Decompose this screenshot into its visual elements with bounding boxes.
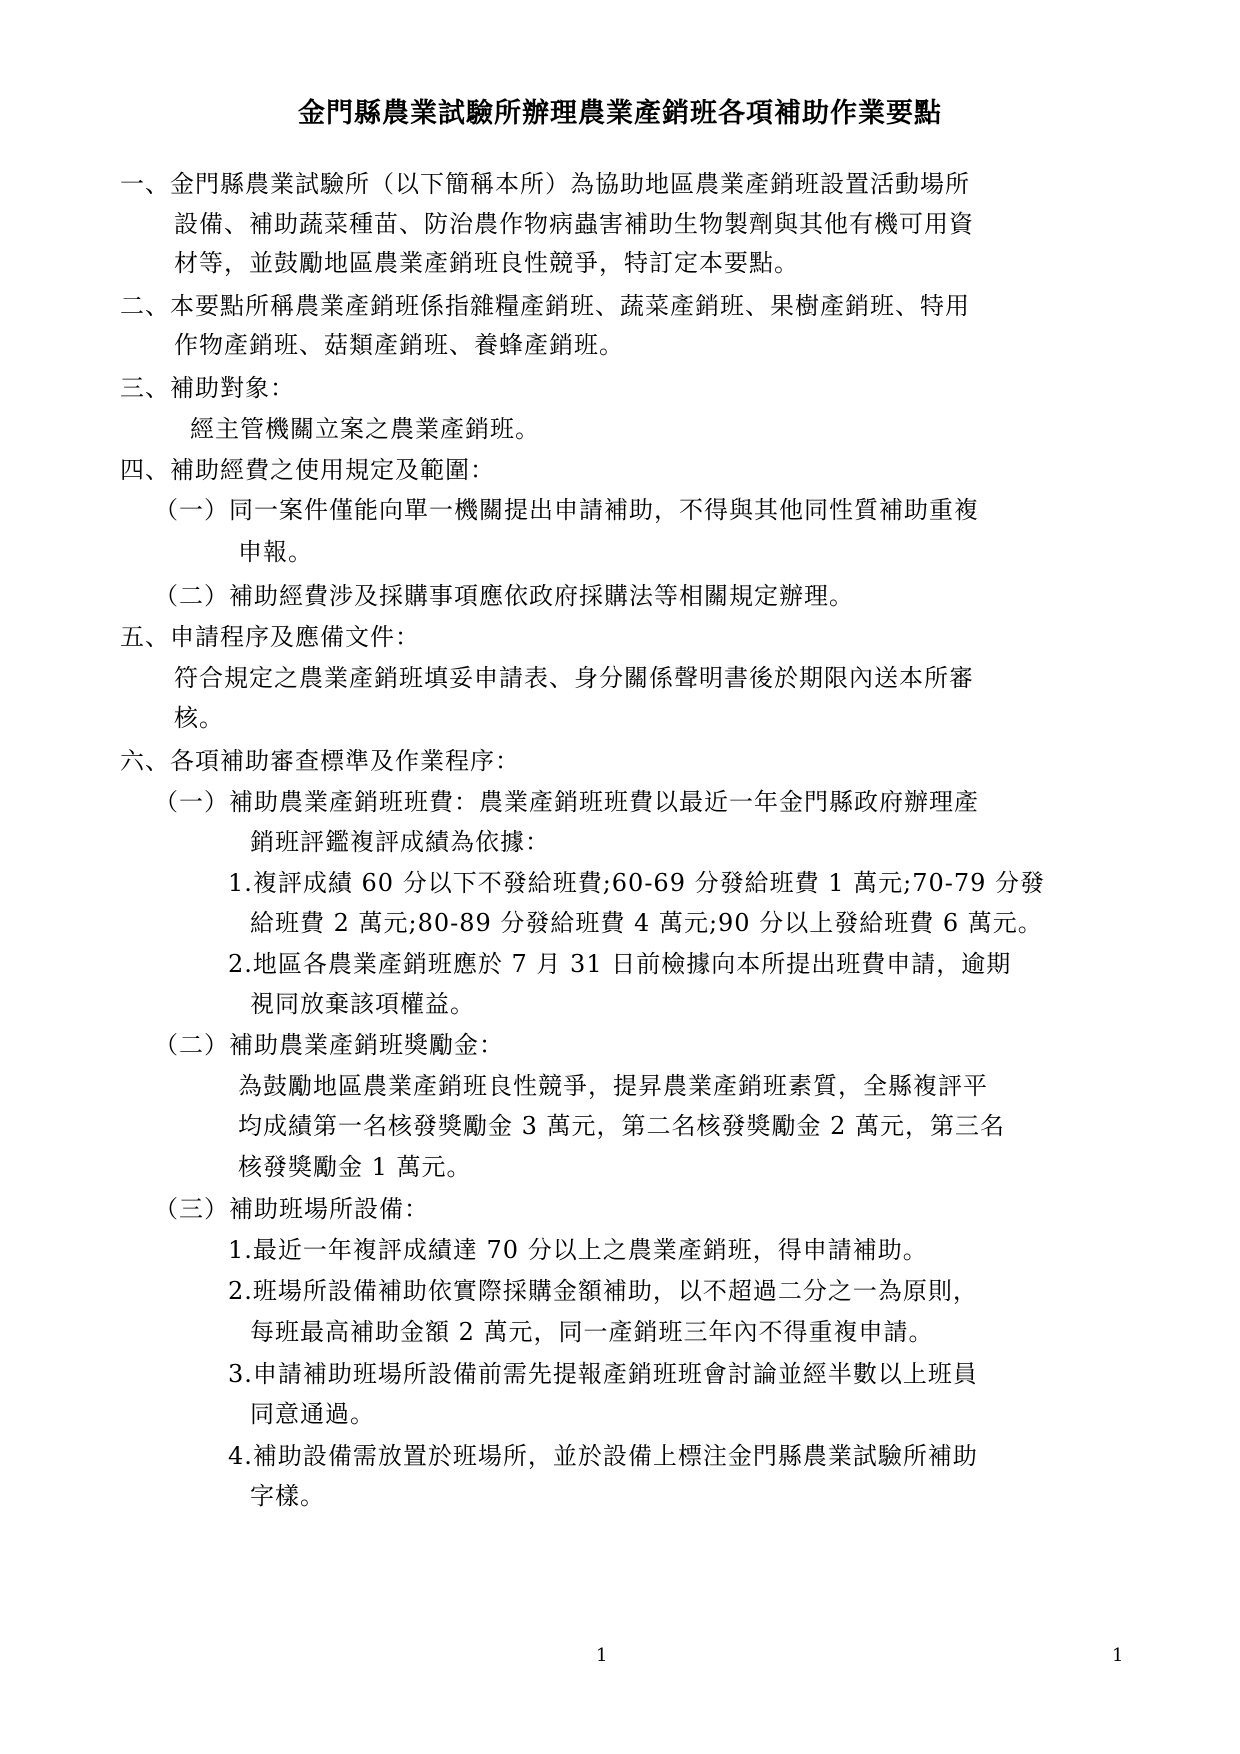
text-line: 3.申請補助班場所設備前需先提報產銷班班會討論並經半數以上班員 [228, 1360, 978, 1388]
text-line: 2.地區各農業產銷班應於 7 月 31 日前檢據向本所提出班費申請，逾期 [228, 950, 1012, 978]
text-line: 核發獎勵金 1 萬元。 [238, 1153, 472, 1181]
text-line: 4.補助設備需放置於班場所，並於設備上標注金門縣農業試驗所補助 [228, 1442, 978, 1470]
text-line: 六、各項補助審查標準及作業程序： [120, 747, 520, 775]
text-line: 作物產銷班、菇類產銷班、養蜂產銷班。 [174, 331, 624, 359]
text-line: 材等，並鼓勵地區農業產銷班良性競爭，特訂定本要點。 [174, 249, 799, 277]
text-line: 五、申請程序及應備文件： [120, 623, 420, 651]
text-line: 設備、補助蔬菜種苗、防治農作物病蟲害補助生物製劑與其他有機可用資 [174, 210, 974, 238]
text-line: 1.最近一年複評成績達 70 分以上之農業產銷班，得申請補助。 [228, 1236, 928, 1264]
text-line: 符合規定之農業產銷班填妥申請表、身分關係聲明書後於期限內送本所審 [174, 664, 974, 692]
text-line: 2.班場所設備補助依實際採購金額補助，以不超過二分之一為原則， [228, 1277, 978, 1305]
text-line: 均成績第一名核發獎勵金 3 萬元，第二名核發獎勵金 2 萬元，第三名 [238, 1112, 1006, 1140]
text-line: 二、本要點所稱農業產銷班係指雜糧產銷班、蔬菜產銷班、果樹產銷班、特用 [120, 292, 970, 320]
text-line: 核。 [174, 704, 224, 732]
text-line: 字樣。 [250, 1482, 325, 1510]
text-line: （三）補助班場所設備： [154, 1195, 429, 1223]
text-line: 三、補助對象： [120, 374, 295, 402]
text-line: （一）補助農業產銷班班費：農業產銷班班費以最近一年金門縣政府辦理產 [154, 788, 979, 816]
text-line: 1.複評成績 60 分以下不發給班費;60-69 分發給班費 1 萬元;70-79 分發 [228, 869, 1046, 897]
text-line: （一）同一案件僅能向單一機關提出申請補助，不得與其他同性質補助重複 [154, 496, 979, 524]
text-line: 一、金門縣農業試驗所（以下簡稱本所）為協助地區農業產銷班設置活動場所 [120, 170, 970, 198]
text-line: 同意通過。 [250, 1400, 375, 1428]
text-line: 每班最高補助金額 2 萬元，同一產銷班三年內不得重複申請。 [250, 1318, 934, 1346]
text-line: 四、補助經費之使用規定及範圍： [120, 456, 495, 484]
text-line: （二）補助經費涉及採購事項應依政府採購法等相關規定辦理。 [154, 582, 854, 610]
text-line: 為鼓勵地區農業產銷班良性競爭，提昇農業產銷班素質，全縣複評平 [238, 1072, 988, 1100]
text-line: 申報。 [238, 538, 313, 566]
page-number: 1 [596, 1645, 608, 1666]
text-line: 視同放棄該項權益。 [250, 990, 475, 1018]
text-line: 經主管機關立案之農業產銷班。 [190, 415, 540, 443]
page-title: 金門縣農業試驗所辦理農業產銷班各項補助作業要點 [298, 98, 942, 129]
text-line: 銷班評鑑複評成績為依據： [250, 828, 550, 856]
text-line: （二）補助農業產銷班獎勵金： [154, 1031, 504, 1059]
text-line: 給班費 2 萬元;80-89 分發給班費 4 萬元;90 分以上發給班費 6 萬元。 [250, 909, 1043, 937]
page-number-right: 1 [1112, 1645, 1124, 1666]
